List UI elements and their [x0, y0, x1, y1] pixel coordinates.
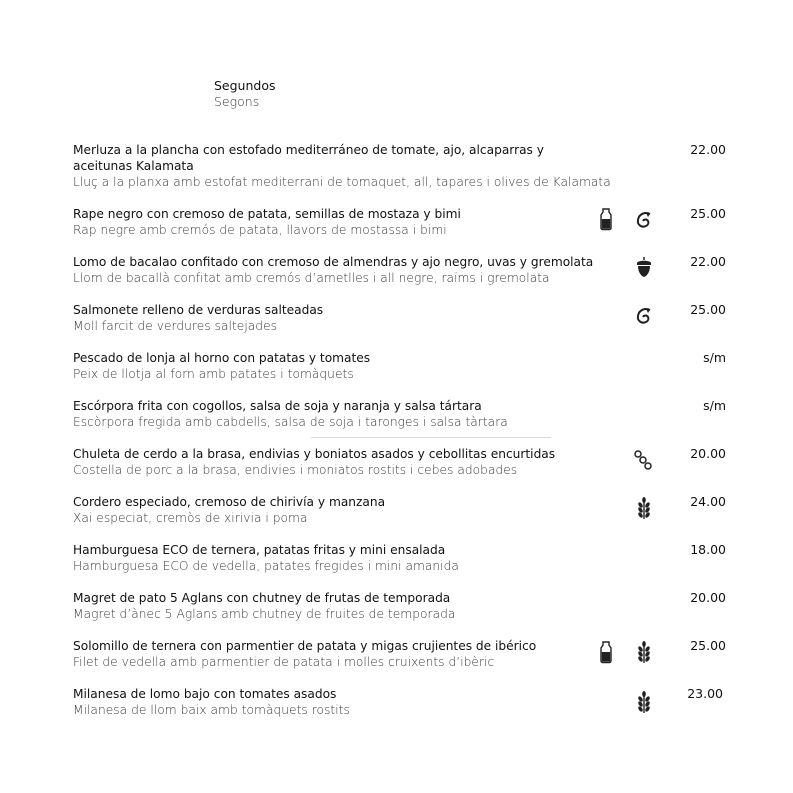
dish-name-ca: Magret d’ànec 5 Aglans amb chutney de fruites de temporada [73, 607, 456, 621]
dish-price: s/m [703, 398, 726, 413]
menu-item [73, 142, 618, 190]
dish-name-es: Chuleta de cerdo a la brasa, endivias y boniatos asados y cebollitas encurtidas [73, 447, 556, 461]
dish-name-es: Hamburguesa ECO de ternera, patatas fritas y mini ensalada [73, 543, 446, 557]
dish-price: 25.00 [690, 302, 726, 317]
dish-name-es: Cordero especiado, cremoso de chirivía y manzana [73, 495, 386, 509]
dish-price: 20.00 [690, 590, 726, 605]
dish-name-ca: Moll farcit de verdures saltejades [73, 319, 278, 333]
shellfish-icon [633, 304, 653, 328]
dish-price: 25.00 [690, 206, 726, 221]
divider [311, 437, 551, 438]
dish-name-ca: Costella de porc a la brasa, endivies i moniatos rostits i cebes adobades [73, 463, 518, 477]
milk-bottle-icon [596, 207, 616, 231]
dish-name-ca: Escòrpora fregida amb cabdells, salsa de soja i taronges i salsa tàrtara [73, 415, 508, 429]
dish-price: 18.00 [690, 542, 726, 557]
menu-item [73, 398, 618, 430]
wheat-icon [634, 640, 654, 664]
dish-price: 22.00 [690, 254, 726, 269]
menu-item [73, 446, 618, 478]
sulphite-chain-icon [633, 448, 653, 472]
dish-price: 20.00 [690, 446, 726, 461]
dish-name-ca: Lluç a la planxa amb estofat mediterrani de tomaquet, all, tapares i olives de Kalamata [73, 175, 611, 189]
dish-name-es: Lomo de bacalao confitado con cremoso de almendras y ajo negro, uvas y gremolata [73, 255, 594, 269]
menu-item [73, 590, 618, 622]
dish-name-es: Magret de pato 5 Aglans con chutney de frutas de temporada [73, 591, 451, 605]
shellfish-icon [633, 208, 653, 232]
menu-item [73, 494, 618, 526]
section-title-es: Segundos [214, 78, 276, 93]
menu-item [73, 302, 618, 334]
dish-name-ca: Hamburguesa ECO de vedella, patates fregides i mini amanida [73, 559, 459, 573]
dish-name-es: Pescado de lonja al horno con patatas y tomates [73, 351, 371, 365]
milk-bottle-icon [596, 640, 616, 664]
dish-name-ca: Peix de llotja al forn amb patates i tomàquets [73, 367, 354, 381]
dish-name-ca: Filet de vedella amb parmentier de patata i molles cruixents d’ibèric [73, 655, 495, 669]
dish-name-es: Rape negro con cremoso de patata, semillas de mostaza y bimi [73, 207, 461, 221]
dish-name-ca: Llom de bacallà confitat amb cremós d’ametlles i all negre, raïms i gremolata [73, 271, 550, 285]
dish-price: s/m [703, 350, 726, 365]
menu-item [73, 350, 618, 382]
dish-name-ca: Xai especiat, cremòs de xirivia i poma [73, 511, 308, 525]
menu-item [73, 254, 618, 286]
section-heading [214, 78, 276, 110]
dish-name-es: Merluza a la plancha con estofado mediterráneo de tomate, ajo, alcaparras y aceitunas Kalamata [73, 143, 544, 173]
dish-name-es: Solomillo de ternera con parmentier de patata y migas crujientes de ibérico [73, 639, 537, 653]
menu-item [73, 542, 618, 574]
dish-name-es: Salmonete relleno de verduras salteadas [73, 303, 324, 317]
menu-item [73, 206, 618, 238]
dish-price: 25.00 [690, 638, 726, 653]
wheat-icon [634, 496, 654, 520]
dish-name-es: Milanesa de lomo bajo con tomates asados [73, 687, 337, 701]
wheat-icon [634, 690, 654, 714]
section-title-ca: Segons [214, 94, 260, 109]
dish-name-ca: Rap negre amb cremós de patata, llavors de mostassa i bimi [73, 223, 447, 237]
dish-name-es: Escórpora frita con cogollos, salsa de soja y naranja y salsa tártara [73, 399, 482, 413]
dish-price: 23.00 [687, 686, 723, 701]
dish-name-ca: Milanesa de llom baix amb tomàquets rostits [73, 703, 350, 717]
dish-price: 22.00 [690, 142, 726, 157]
nut-icon [634, 255, 654, 279]
menu-item [73, 638, 618, 670]
dish-price: 24.00 [690, 494, 726, 509]
menu-item [73, 686, 618, 718]
